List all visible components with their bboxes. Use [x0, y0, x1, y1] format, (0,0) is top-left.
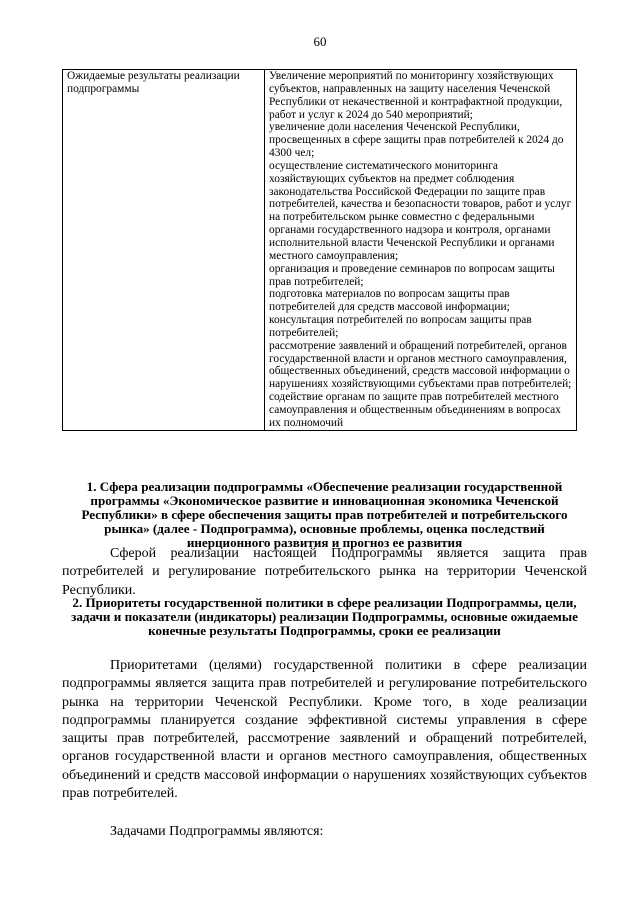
result-item: подготовка материалов по вопросам защиты прав потребителей для средств массовой информации;: [269, 288, 510, 314]
result-item: консультация потребителей по вопросам защиты прав потребителей;: [269, 314, 532, 339]
section-1-paragraph: [62, 545, 587, 600]
result-item: рассмотрение заявлений и обращений потребителей, органов государственной власти и органов местного самоуправления, общественных объединений, средств массовой информации о нарушениях хозяйствующими субъектами прав потребителей;: [269, 339, 572, 391]
table-label-cell: Ожидаемые результаты реализации подпрограммы: [63, 70, 265, 431]
tasks-intro-text: Задачами Подпрограммы являются:: [110, 824, 324, 839]
tasks-intro: [62, 823, 587, 841]
result-item: Увеличение мероприятий по мониторингу хозяйствующих субъектов, направленных на защиту населения Чеченской Республики от некачественной и контрафактной продукции, работ и услуг к 2024 до 540 мероприятий;: [269, 70, 563, 121]
section-2-paragraph: [62, 657, 587, 803]
page-number: 60: [313, 34, 327, 49]
section-2-paragraph-text: Приоритетами (целями) государственной политики в сфере реализации подпрограммы является защита прав потребителей и регулирование потребительского рынка на территории Чеченской Республики. Кроме того, в ходе реализации подпрограммы планируется создание эффективной системы управления в сфере защиты прав потребителей, рассмотрение заявлений и обращений потребителей, органов государственной власти и органов местного самоуправления, общественных объединений и средств массовой информации о нарушениях хозяйствующих субъектов прав потребителей.: [62, 658, 587, 802]
result-item: осуществление систематического мониторинга хозяйствующих субъектов на предмет соблюдения законодательства Российской Федерации по защите прав потребителей, качества и безопасности товаров, работ и услуг на потребительском рынке совместно с федеральными органами государственного надзора и контроля, органами исполнительной власти Чеченской Республики и органами местного самоуправления;: [269, 159, 572, 262]
section-2-heading: 2. Приоритеты государственной политики в сфере реализации Подпрограммы, цели, задачи и показатели (индикаторы) реализации Подпрограммы, основные ожидаемые конечные результаты Подпрограммы, сроки ее реализации: [71, 595, 578, 639]
table-row: [63, 70, 577, 431]
section-1-paragraph-text: Сферой реализации настоящей Подпрограммы является защита прав потребителей и регулирование потребительского рынка на территории Чеченской Республики.: [62, 546, 587, 598]
expected-results-table: [62, 69, 577, 431]
table-results-cell: [265, 70, 577, 431]
result-item: организация и проведение семинаров по вопросам защиты прав потребителей;: [269, 262, 555, 288]
result-item: содействие органам по защите прав потребителей местного самоуправления и общественным объединениям в вопросах их полномочий: [269, 391, 561, 429]
result-item: увеличение доли населения Чеченской Республики, просвещенных в сфере защиты прав потребителей к 2024 до 4300 чел;: [269, 121, 564, 160]
section-1-heading: 1. Сфера реализации подпрограммы «Обеспечение реализации государственной программы «Экономическое развитие и инновационная экономика Чеченской Республики» в сфере обеспечения защиты прав потребителей и потребительского рынка» (далее - Подпрограмма), основные проблемы, оценка последствий инерционного развития и прогноз ее развития: [81, 479, 568, 551]
